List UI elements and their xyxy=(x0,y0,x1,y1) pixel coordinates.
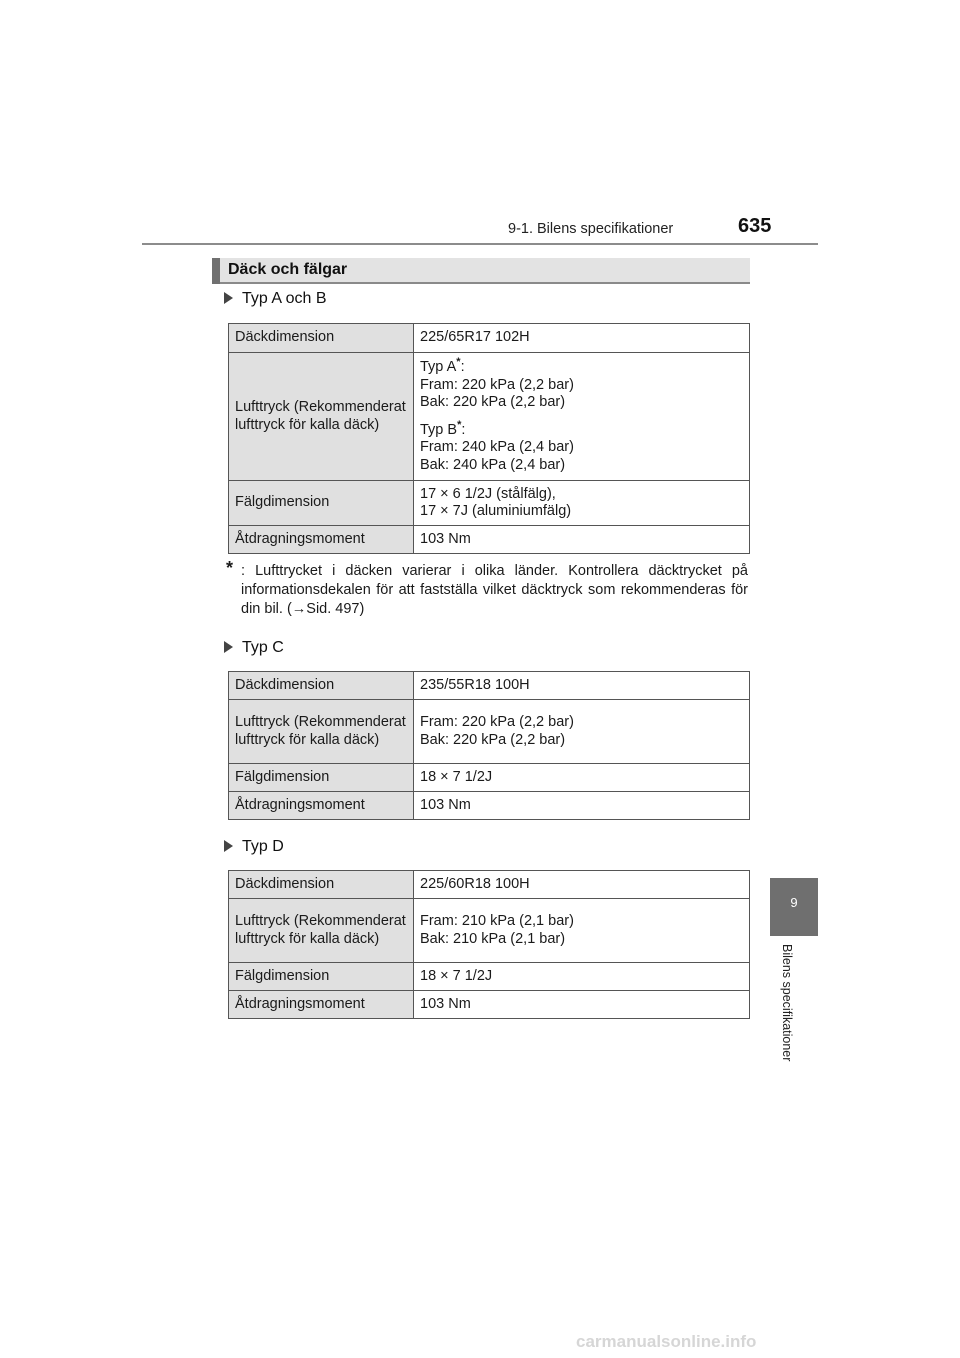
row-value: 18 × 7 1/2J xyxy=(414,764,750,792)
chapter-tab-label: Bilens specifikationer xyxy=(780,944,794,1062)
row-key: Åtdragningsmoment xyxy=(229,792,414,820)
row-value xyxy=(414,899,750,963)
row-key: Däckdimension xyxy=(229,324,414,353)
pressure-rear: Bak: 210 kPa (2,1 bar) xyxy=(420,930,566,947)
table-row xyxy=(229,963,750,991)
row-value: 235/55R18 100H xyxy=(414,672,750,700)
footnote-marker: * xyxy=(226,558,234,578)
variant-heading-c xyxy=(224,639,284,657)
type-a-front: Fram: 220 kPa (2,2 bar) xyxy=(420,376,574,393)
variant-heading-ab xyxy=(224,290,327,308)
type-a-label: Typ A xyxy=(420,359,457,375)
section-title: Däck och fälgar xyxy=(228,261,348,278)
row-key: Däckdimension xyxy=(229,871,414,899)
type-b-rear: Bak: 240 kPa (2,4 bar) xyxy=(420,456,566,473)
type-b-front: Fram: 240 kPa (2,4 bar) xyxy=(420,439,574,455)
variant-label: Typ D xyxy=(242,838,284,855)
variant-heading-d xyxy=(224,838,284,856)
footnote xyxy=(226,558,748,619)
pressure-front: Fram: 220 kPa (2,2 bar) xyxy=(420,714,574,730)
table-row xyxy=(229,353,750,481)
type-a-rear: Bak: 220 kPa (2,2 bar) xyxy=(420,394,566,410)
triangle-bullet-icon xyxy=(224,292,233,304)
row-value xyxy=(414,481,750,526)
table-row xyxy=(229,324,750,353)
pressure-rear: Bak: 220 kPa (2,2 bar) xyxy=(420,731,566,748)
row-key: Lufttryck (Rekommenderat lufttryck för kalla däck) xyxy=(229,899,414,963)
table-row xyxy=(229,526,750,554)
row-value: 225/60R18 100H xyxy=(414,871,750,899)
page-number: 635 xyxy=(738,215,772,237)
row-key: Fälgdimension xyxy=(229,481,414,526)
triangle-bullet-icon xyxy=(224,840,233,852)
spec-table-c xyxy=(228,671,750,820)
triangle-bullet-icon xyxy=(224,641,233,653)
table-row xyxy=(229,700,750,764)
type-b-label: Typ B xyxy=(420,421,458,438)
spec-table-d xyxy=(228,870,750,1019)
chapter-tab[interactable] xyxy=(770,878,818,936)
variant-label: Typ A och B xyxy=(242,290,327,307)
row-key: Åtdragningsmoment xyxy=(229,991,414,1019)
pressure-front: Fram: 210 kPa (2,1 bar) xyxy=(420,913,574,929)
watermark: carmanualsonline.info xyxy=(576,1332,757,1351)
row-value: 103 Nm xyxy=(414,526,750,554)
chapter-tab-number: 9 xyxy=(790,895,798,910)
row-value: 103 Nm xyxy=(414,792,750,820)
table-row xyxy=(229,672,750,700)
table-row xyxy=(229,991,750,1019)
footnote-text: : Lufttrycket i däcken varierar i olika länder. Kontrollera däcktrycket på informationsdekalen för att fastställa vilket däcktryck som rekommenderas för din bil. (→Sid. 497) xyxy=(241,563,748,617)
row-key: Åtdragningsmoment xyxy=(229,526,414,554)
chapter-title: 9-1. Bilens specifikationer xyxy=(508,221,674,237)
footnote-star-mark: * xyxy=(456,356,461,369)
rim-steel: 17 × 6 1/2J (stålfälg), xyxy=(420,485,556,502)
footnote-star-mark: * xyxy=(457,418,462,431)
section-heading xyxy=(212,258,750,284)
header-divider xyxy=(142,243,818,245)
table-row xyxy=(229,871,750,899)
section-heading-bar xyxy=(212,258,220,284)
row-value: 103 Nm xyxy=(414,991,750,1019)
spec-table-ab xyxy=(228,323,750,554)
row-key: Däckdimension xyxy=(229,672,414,700)
row-value: Typ A*: Fram: 220 kPa (2,2 bar) Bak: 220 kPa (2,2 bar) Typ B*: Fram: 240 kPa (2,4 bar) Bak: 240 kPa (2,4 bar) xyxy=(414,353,750,481)
table-row xyxy=(229,764,750,792)
rim-alloy: 17 × 7J (aluminiumfälg) xyxy=(420,503,572,519)
row-value: 225/65R17 102H xyxy=(414,324,750,353)
table-row xyxy=(229,792,750,820)
variant-label: Typ C xyxy=(242,639,284,656)
row-key: Lufttryck (Rekommenderat lufttryck för kalla däck) xyxy=(229,353,414,481)
row-key: Lufttryck (Rekommenderat lufttryck för kalla däck) xyxy=(229,700,414,764)
table-row xyxy=(229,899,750,963)
row-value xyxy=(414,700,750,764)
row-key: Fälgdimension xyxy=(229,764,414,792)
row-key: Fälgdimension xyxy=(229,963,414,991)
table-row xyxy=(229,481,750,526)
row-value: 18 × 7 1/2J xyxy=(414,963,750,991)
